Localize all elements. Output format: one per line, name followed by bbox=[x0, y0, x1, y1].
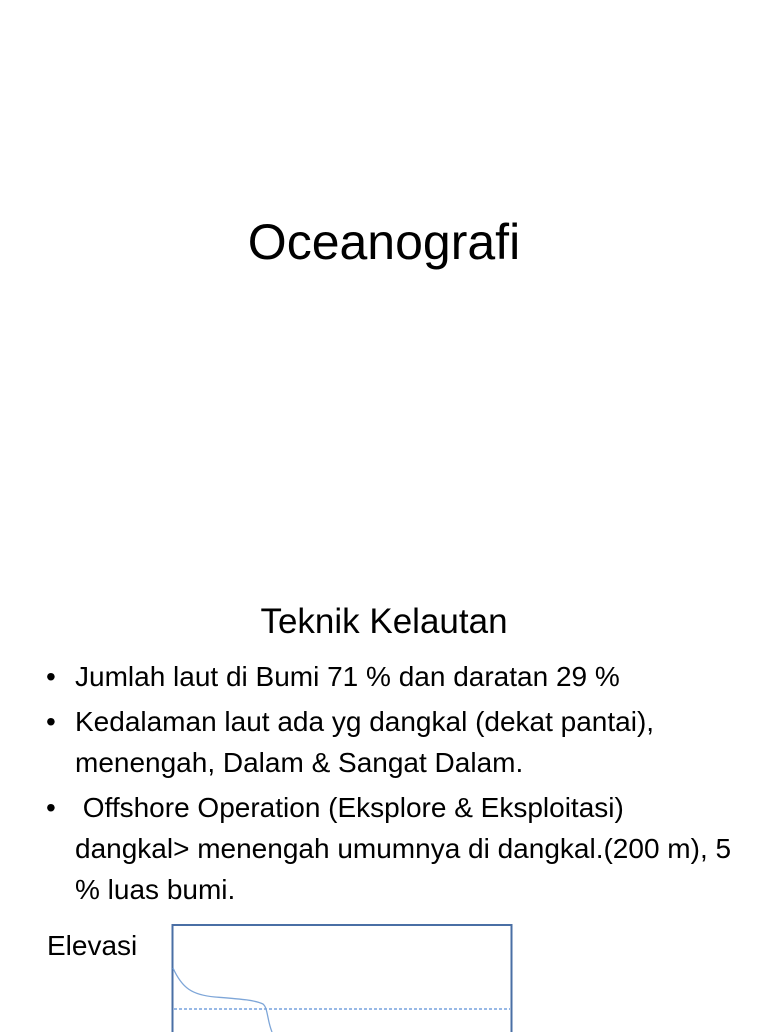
bullet-dot-icon: • bbox=[46, 661, 56, 692]
bullet-item bbox=[44, 701, 734, 783]
bullet-item bbox=[44, 787, 739, 910]
bullet-text: Jumlah laut di Bumi 71 % dan daratan 29 % bbox=[75, 661, 620, 692]
ocean-profile-diagram bbox=[170, 922, 515, 1032]
bullet-dot-icon: • bbox=[46, 706, 56, 737]
content-slide bbox=[0, 570, 768, 1024]
section-title: Teknik Kelautan bbox=[260, 602, 508, 641]
bullet-text: Offshore Operation (Eksplore & Eksploitasi) dangkal> menengah umumnya di dangkal.(200 m), 5 % luas bumi. bbox=[75, 792, 739, 905]
seabed-profile-curve bbox=[173, 968, 272, 1032]
bullet-list bbox=[44, 656, 739, 910]
bullet-item bbox=[44, 656, 734, 697]
figure-label: Elevasi bbox=[47, 930, 138, 961]
bullet-dot-icon: • bbox=[46, 792, 56, 823]
bullet-text: Kedalaman laut ada yg dangkal (dekat pantai), menengah, Dalam & Sangat Dalam. bbox=[75, 706, 655, 778]
diagram-frame bbox=[173, 925, 512, 1032]
slide-title: Oceanografi bbox=[247, 214, 521, 270]
